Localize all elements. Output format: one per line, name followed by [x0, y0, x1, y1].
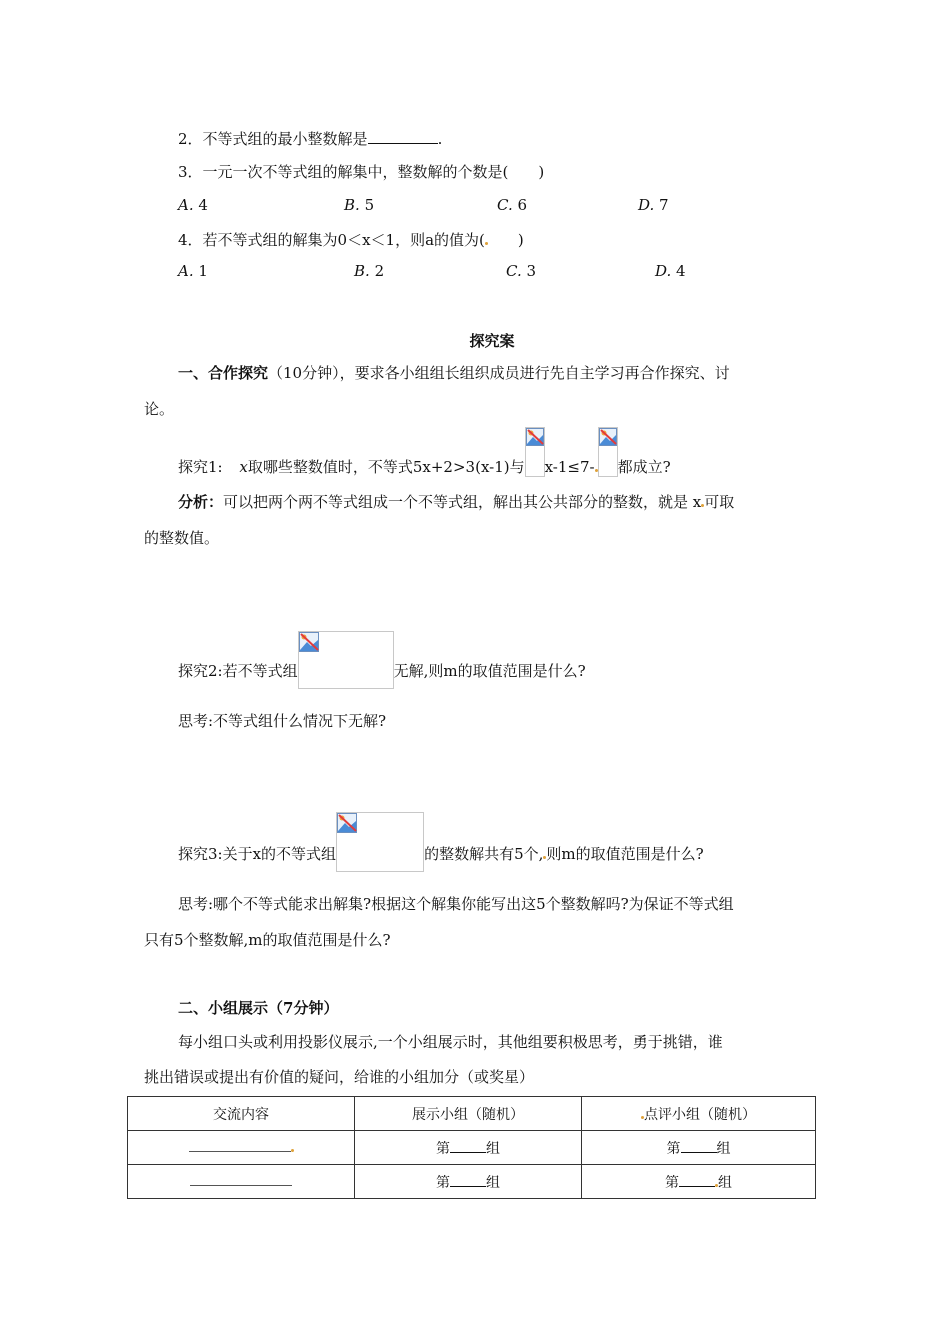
q4-number: 4．	[178, 231, 203, 249]
broken-image-icon	[337, 813, 357, 833]
analysis-cont: 的整数值。	[144, 529, 220, 547]
part1-heading-line	[178, 362, 730, 383]
table-row	[128, 1131, 816, 1165]
q2-number: 2．	[178, 130, 203, 148]
group-blank[interactable]	[450, 1174, 486, 1187]
broken-image-icon	[299, 632, 319, 652]
table-header: 点评小组（随机）	[582, 1097, 816, 1131]
q3-option-d[interactable]: D. 7	[638, 196, 669, 214]
table-cell: 第 组	[355, 1165, 582, 1199]
explore-2: 探究2:若不等式组 无解,则m的取值范围是什么?	[178, 631, 586, 689]
q3-option-a[interactable]: A. 4	[178, 196, 208, 214]
q4-text: 若不等式组的解集为0＜x＜1，则a的值为(	[202, 231, 485, 249]
part2-text: 每小组口头或利用投影仪展示,一个小组展示时，其他组要积极思考，勇于挑错，谁	[178, 1033, 723, 1051]
q2-text: 不等式组的最小整数解是	[202, 130, 368, 148]
section-title: 探究案	[469, 332, 515, 350]
formula-image	[525, 427, 545, 477]
part2-heading: 二、小组展示（7分钟）	[178, 999, 339, 1017]
table-cell[interactable]	[128, 1165, 355, 1199]
table-cell: 第 组	[355, 1131, 582, 1165]
content-blank[interactable]	[190, 1173, 292, 1186]
q3-text: 一元一次不等式组的解集中，整数解的个数是( )	[202, 163, 545, 181]
answer-blank[interactable]	[368, 129, 438, 144]
question-4: 4．若不等式组的解集为0＜x＜1，则a的值为( )	[178, 231, 524, 249]
q3-number: 3．	[178, 163, 203, 181]
content-blank[interactable]	[189, 1139, 291, 1152]
marker-dot	[291, 1149, 294, 1152]
broken-image-icon	[599, 428, 617, 446]
group-blank[interactable]	[681, 1140, 717, 1153]
formula-image	[598, 427, 618, 477]
analysis-heading: 分析：	[178, 493, 224, 511]
q4-option-c[interactable]: C. 3	[506, 262, 537, 280]
think-3-cont: 只有5个整数解,m的取值范围是什么?	[144, 931, 391, 949]
formula-image	[298, 631, 394, 689]
question-3	[178, 161, 544, 182]
table-header-row	[128, 1097, 816, 1131]
think-3: 思考:哪个不等式能求出解集?根据这个解集你能写出这5个整数解吗?为保证不等式组	[178, 895, 734, 913]
table-cell[interactable]	[128, 1131, 355, 1165]
part1-heading: 一、合作探究	[178, 364, 269, 382]
think-2: 思考:不等式组什么情况下无解?	[178, 712, 387, 730]
table-row	[128, 1165, 816, 1199]
q4-option-d[interactable]: D. 4	[655, 262, 686, 280]
group-blank[interactable]	[679, 1174, 715, 1187]
part1-text-cont: 论。	[144, 400, 175, 418]
part1-text: （10分钟），要求各小组组长组织成员进行先自主学习再合作探究、讨	[268, 364, 730, 382]
formula-image	[336, 812, 424, 872]
q4-option-a[interactable]: A. 1	[178, 262, 208, 280]
question-2	[178, 128, 442, 149]
analysis-line: 分析：可以把两个两不等式组成一个不等式组，解出其公共部分的整数，就是 x 可取	[178, 493, 735, 511]
broken-image-icon	[526, 428, 544, 446]
part2-text-cont: 挑出错误或提出有价值的疑问，给谁的小组加分（或奖星）	[144, 1068, 535, 1086]
q4-option-b[interactable]: B. 2	[354, 262, 385, 280]
q2-end: .	[437, 130, 443, 148]
table-cell: 第 组	[582, 1131, 816, 1165]
table-header: 展示小组（随机）	[355, 1097, 582, 1131]
group-table	[127, 1096, 816, 1199]
q3-option-c[interactable]: C. 6	[497, 196, 528, 214]
explore-3: 探究3:关于x的不等式组 的整数解共有5个, 则m的取值范围是什么?	[178, 812, 704, 872]
q3-option-b[interactable]: B. 5	[344, 196, 375, 214]
table-header: 交流内容	[128, 1097, 355, 1131]
explore1-text: 取哪些整数值时，不等式5x+2>3(x-1)与	[247, 458, 525, 476]
explore-1: 探究1: x取哪些整数值时，不等式5x+2>3(x-1)与 x-1≤7- 都成立?	[178, 427, 671, 477]
explore1-label: 探究1:	[178, 458, 223, 476]
table-cell: 第 组	[582, 1165, 816, 1199]
group-blank[interactable]	[450, 1140, 486, 1153]
